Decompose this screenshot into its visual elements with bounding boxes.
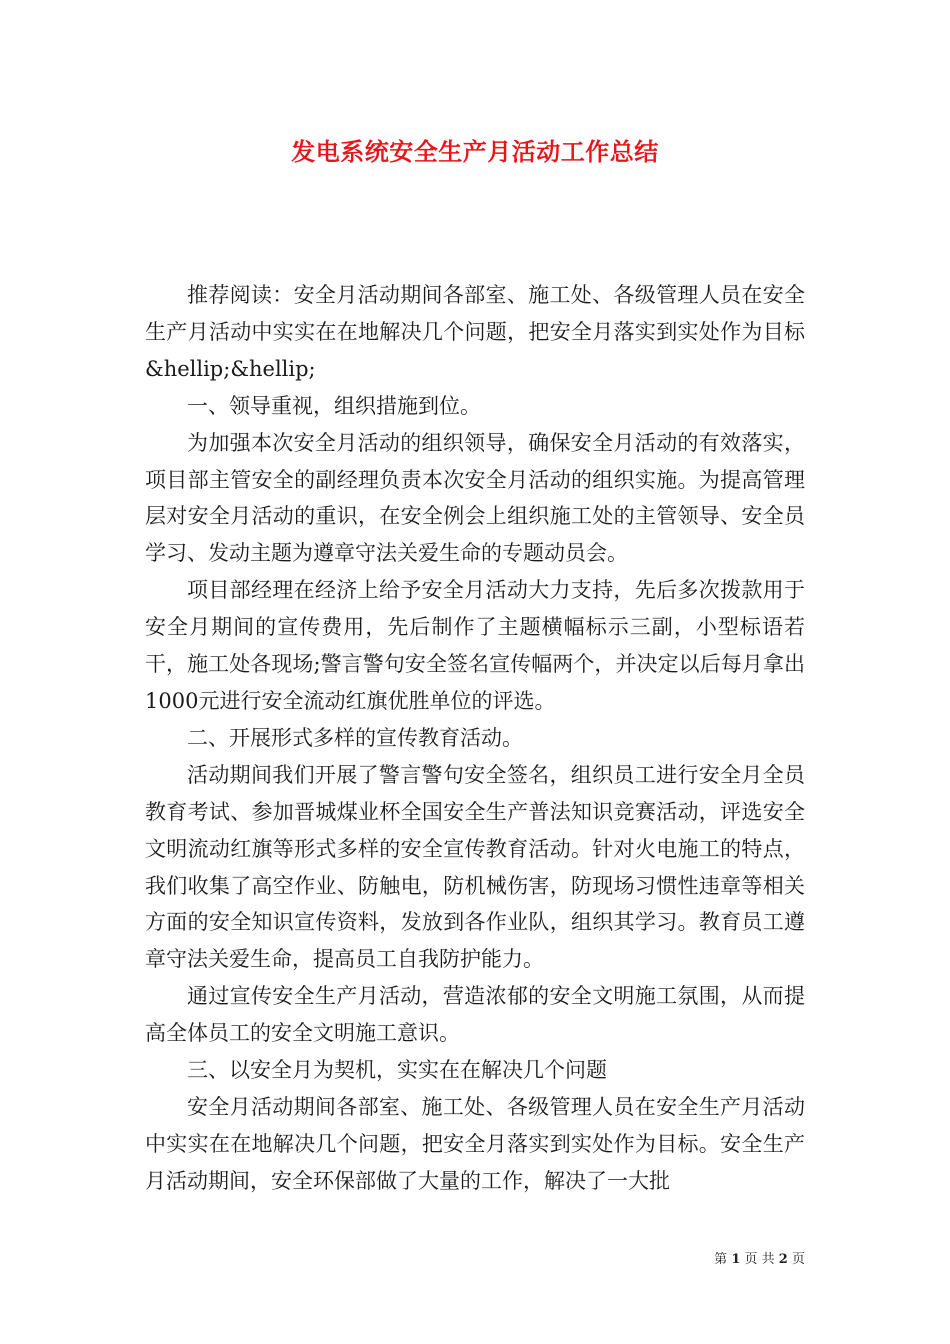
current-page-number: 1 [731,1252,741,1267]
document-body [145,277,805,1200]
paragraph-intro: 推荐阅读：安全月活动期间各部室、施工处、各级管理人员在安全生产月活动中实实在在地解决几个问题，把安全月落实到实处作为目标&hellip;&hellip; [145,283,805,381]
footer-middle: 页 共 [744,1252,775,1267]
paragraph: 项目部经理在经济上给予安全月活动大力支持，先后多次拨款用于安全月期间的宣传费用，先后制作了主题横幅标示三副，小型标语若干，施工处各现场;警言警句安全签名宣传幅两个，并决定以后每月拿出1000元进行安全流动红旗优胜单位的评选。 [145,578,805,713]
footer-suffix: 页 [791,1252,805,1267]
footer-prefix: 第 [714,1252,728,1267]
page-number-footer [714,1248,805,1267]
heading-section-2: 二、开展形式多样的宣传教育活动。 [187,725,523,750]
paragraph: 活动期间我们开展了警言警句安全签名，组织员工进行安全月全员教育考试、参加晋城煤业杯全国安全生产普法知识竞赛活动，评选安全文明流动红旗等形式多样的安全宣传教育活动。针对火电施工的特点，我们收集了高空作业、防触电，防机械伤害，防现场习惯性违章等相关方面的安全知识宣传资料，发放到各作业队，组织其学习。教育员工遵章守法关爱生命，提高员工自我防护能力。 [145,762,805,972]
total-page-number: 2 [778,1252,788,1267]
paragraph: 为加强本次安全月活动的组织领导，确保安全月活动的有效落实，项目部主管安全的副经理负责本次安全月活动的组织实施。为提高管理层对安全月活动的重识，在安全例会上组织施工处的主管领导、安全员学习、发动主题为遵章守法关爱生命的专题动员会。 [145,430,805,566]
heading-section-1: 一、领导重视，组织措施到位。 [187,393,481,418]
heading-section-3: 三、以安全月为契机，实实在在解决几个问题 [187,1058,607,1083]
paragraph: 通过宣传安全生产月活动，营造浓郁的安全文明施工氛围，从而提高全体员工的安全文明施工意识。 [145,984,805,1046]
paragraph: 安全月活动期间各部室、施工处、各级管理人员在安全生产月活动中实实在在地解决几个问题，把安全月落实到实处作为目标。安全生产月活动期间，安全环保部做了大量的工作，解决了一大批 [145,1094,805,1193]
document-title: 发电系统安全生产月活动工作总结 [291,138,659,166]
